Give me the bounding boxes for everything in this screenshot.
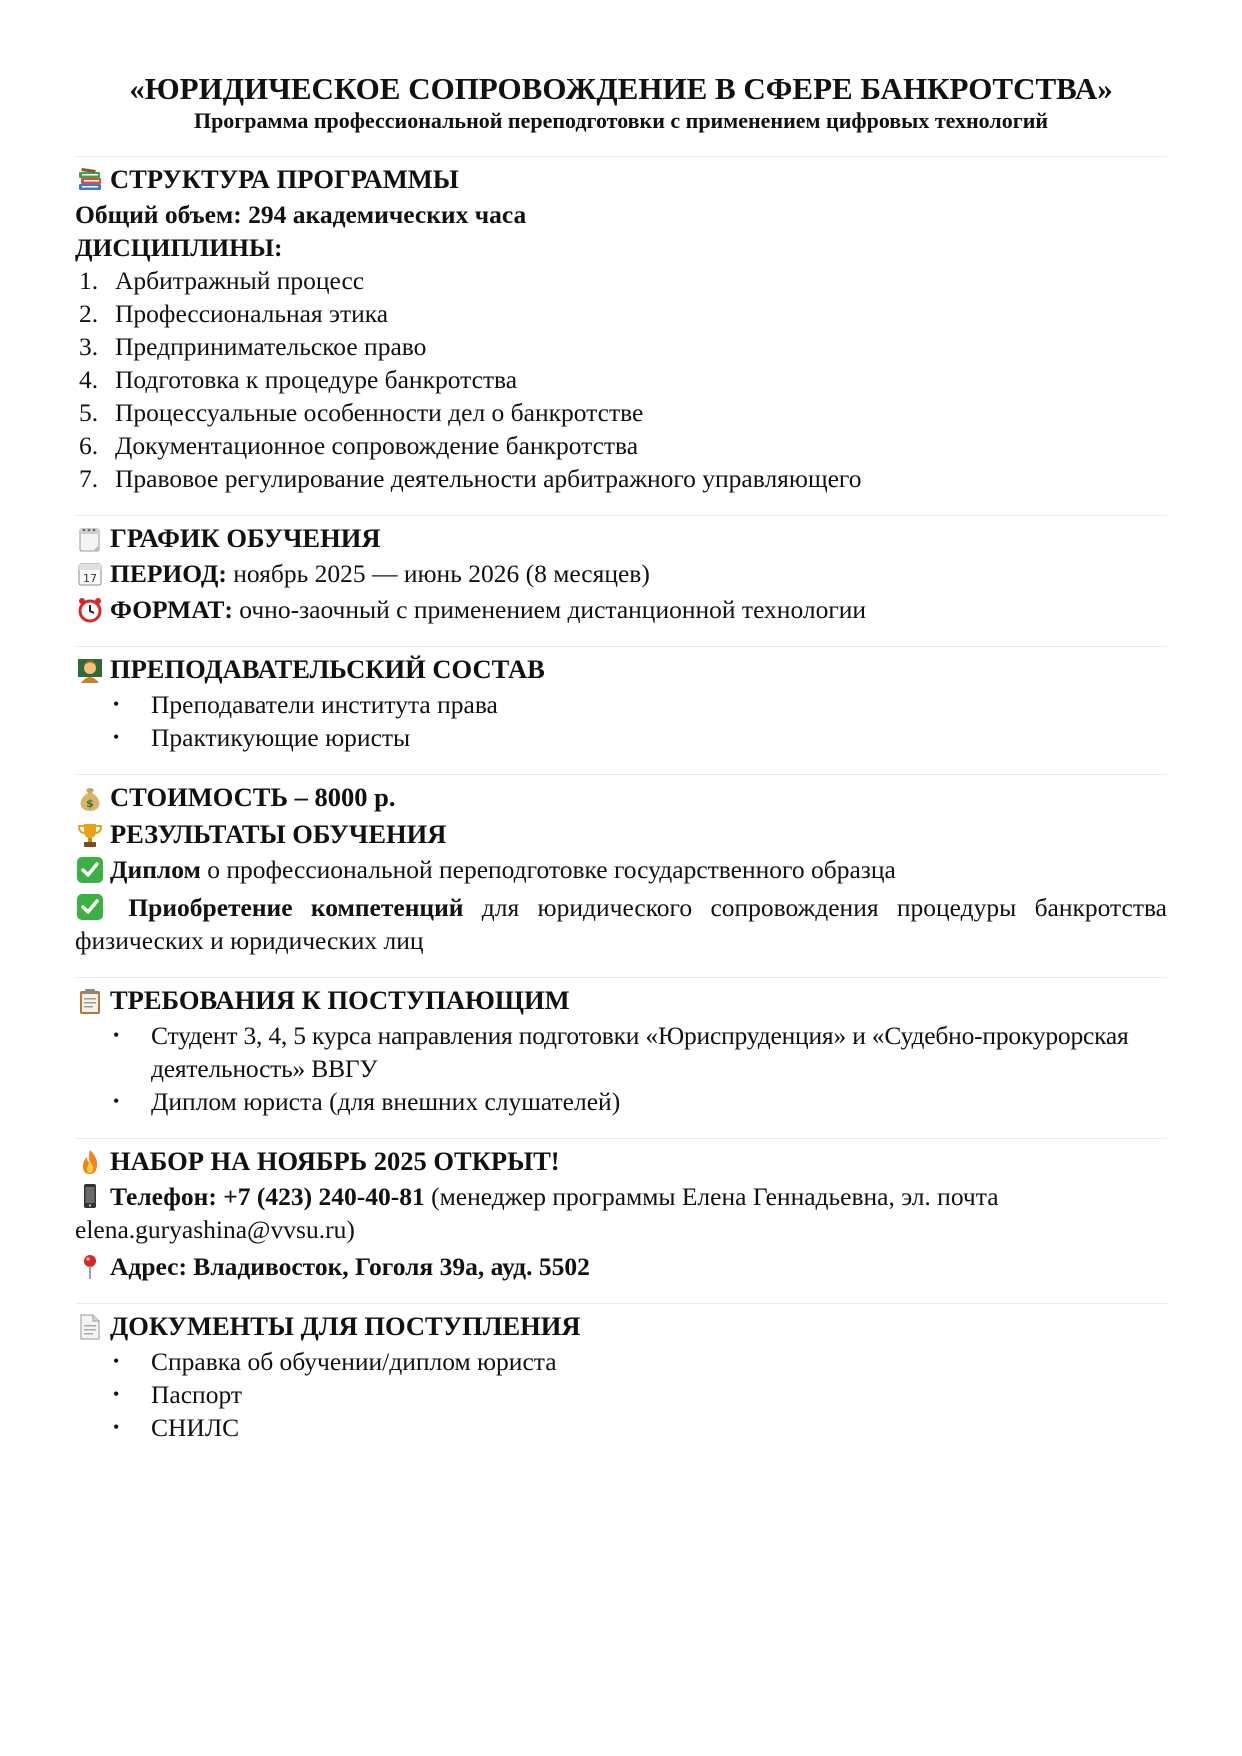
section-heading — [75, 161, 1167, 198]
list-item — [113, 1085, 1167, 1118]
result-diploma-text: о профессиональной переподготовке государственного образца — [200, 855, 896, 884]
bullet: • — [113, 727, 120, 747]
section-schedule — [75, 520, 1167, 626]
list-item — [75, 264, 1167, 297]
disciplines-list — [75, 264, 1167, 495]
bullet: • — [113, 1417, 120, 1437]
bullet: • — [113, 1384, 120, 1404]
money-bag-icon — [75, 783, 105, 813]
document-title: «ЮРИДИЧЕСКОЕ СОПРОВОЖДЕНИЕ В СФЕРЕ БАНКРОТСТВА» — [129, 71, 1113, 106]
format-line — [75, 593, 1167, 626]
section-cost — [75, 779, 1167, 816]
result-competences-bold: Приобретение компетенций — [128, 893, 464, 922]
section-results — [75, 816, 1167, 957]
schedule-heading-text: ГРАФИК ОБУЧЕНИЯ — [110, 523, 381, 553]
result-diploma-bold: Диплом — [110, 855, 201, 884]
documents-list — [75, 1345, 1167, 1444]
section-heading — [75, 816, 1167, 853]
teacher-icon — [75, 655, 105, 685]
bullet: • — [113, 1025, 120, 1045]
section-heading — [75, 982, 1167, 1019]
period-label: ПЕРИОД: — [110, 559, 227, 588]
phone-text: (менеджер программы Елена Геннадьевна, эл. почта elena.guryashina@vvsu.ru) — [75, 1182, 999, 1244]
teacher-item: Преподаватели института права — [151, 690, 498, 719]
document-subtitle: Программа профессиональной переподготовки с применением цифровых технологий — [193, 108, 1049, 133]
divider — [75, 156, 1167, 157]
divider — [75, 774, 1167, 775]
section-teachers — [75, 651, 1167, 754]
calendar-day-text: 17 — [83, 572, 97, 585]
calendar-icon — [75, 559, 105, 589]
divider — [75, 1138, 1167, 1139]
discipline-label: Правовое регулирование деятельности арбитражного управляющего — [115, 464, 862, 493]
list-number: 4. — [79, 365, 99, 394]
document-item: Паспорт — [151, 1380, 243, 1409]
requirements-heading-text: ТРЕБОВАНИЯ К ПОСТУПАЮЩИМ — [110, 985, 570, 1015]
requirement-item: Студент 3, 4, 5 курса направления подготовки «Юриспруденция» и «Судебно-прокурорская деятельность» ВВГУ — [151, 1021, 1129, 1083]
divider — [75, 646, 1167, 647]
requirement-item: Диплом юриста (для внешних слушателей) — [151, 1087, 621, 1116]
list-item — [113, 1345, 1167, 1378]
pushpin-icon — [75, 1252, 105, 1282]
enrollment-heading-text: НАБОР НА НОЯБРЬ 2025 ОТКРЫТ! — [110, 1146, 560, 1176]
documents-heading-text: ДОКУМЕНТЫ ДЛЯ ПОСТУПЛЕНИЯ — [110, 1311, 581, 1341]
clipboard-icon — [75, 986, 105, 1016]
cost-heading-text: СТОИМОСТЬ – 8000 р. — [110, 782, 396, 812]
teachers-heading-text: ПРЕПОДАВАТЕЛЬСКИЙ СОСТАВ — [110, 654, 545, 684]
list-item — [75, 462, 1167, 495]
divider — [75, 977, 1167, 978]
list-number: 2. — [79, 299, 99, 328]
format-value: очно-заочный с применением дистанционной технологии — [232, 595, 867, 624]
check-mark-icon — [75, 892, 105, 922]
list-item — [75, 297, 1167, 330]
books-icon — [75, 165, 105, 195]
section-enrollment — [75, 1143, 1167, 1283]
list-item — [113, 1019, 1167, 1085]
list-number: 7. — [79, 464, 99, 493]
list-item — [113, 1378, 1167, 1411]
teachers-list — [75, 688, 1167, 754]
divider — [75, 515, 1167, 516]
discipline-label: Процессуальные особенности дел о банкротстве — [115, 398, 644, 427]
list-item — [113, 721, 1167, 754]
bullet: • — [113, 1091, 120, 1111]
discipline-label: Предпринимательское право — [115, 332, 427, 361]
bullet: • — [113, 1351, 120, 1371]
list-number: 1. — [79, 266, 99, 295]
result-competences — [75, 891, 1167, 957]
list-item — [75, 330, 1167, 363]
section-requirements — [75, 982, 1167, 1118]
discipline-label: Подготовка к процедуре банкротства — [115, 365, 518, 394]
section-structure — [75, 161, 1167, 495]
list-number: 3. — [79, 332, 99, 361]
section-documents — [75, 1308, 1167, 1444]
period-line — [75, 557, 1167, 590]
requirements-list — [75, 1019, 1167, 1118]
list-item — [75, 363, 1167, 396]
document-item: Справка об обучении/диплом юриста — [151, 1347, 557, 1376]
disciplines-label: ДИСЦИПЛИНЫ: — [75, 233, 283, 262]
list-number: 6. — [79, 431, 99, 460]
period-value: ноябрь 2025 — июнь 2026 (8 месяцев) — [226, 559, 650, 588]
section-heading — [75, 779, 1167, 816]
address-line — [75, 1250, 1167, 1283]
phone-line — [75, 1180, 1167, 1246]
list-item — [75, 396, 1167, 429]
section-heading — [75, 520, 1167, 557]
discipline-label: Профессиональная этика — [115, 299, 389, 328]
address-text: Адрес: Владивосток, Гоголя 39а, ауд. 5502 — [110, 1252, 590, 1281]
list-item — [113, 688, 1167, 721]
section-heading — [75, 1308, 1167, 1345]
document-item: СНИЛС — [151, 1413, 240, 1442]
list-number: 5. — [79, 398, 99, 427]
section-heading — [75, 651, 1167, 688]
page-icon — [75, 1312, 105, 1342]
phone-label: Телефон: +7 (423) 240-40-81 — [110, 1182, 425, 1211]
result-diploma — [75, 853, 1167, 886]
discipline-label: Документационное сопровождение банкротства — [115, 431, 639, 460]
structure-heading-text: СТРУКТУРА ПРОГРАММЫ — [110, 164, 459, 194]
divider — [75, 1303, 1167, 1304]
program-volume: Общий объем: 294 академических часа — [75, 200, 527, 229]
discipline-label: Арбитражный процесс — [115, 266, 365, 295]
bullet: • — [113, 694, 120, 714]
svg-text:$: $ — [86, 796, 94, 810]
results-heading-text: РЕЗУЛЬТАТЫ ОБУЧЕНИЯ — [110, 819, 447, 849]
check-mark-icon — [75, 855, 105, 885]
format-label: ФОРМАТ: — [110, 595, 233, 624]
notepad-icon — [75, 524, 105, 554]
fire-icon — [75, 1147, 105, 1177]
mobile-phone-icon — [75, 1181, 105, 1211]
section-heading — [75, 1143, 1167, 1180]
trophy-icon — [75, 820, 105, 850]
list-item — [113, 1411, 1167, 1444]
list-item — [75, 429, 1167, 462]
result-competences-text: для юридического сопровождения процедуры банкротства физических и юридических лиц — [75, 893, 1168, 955]
alarm-clock-icon — [75, 595, 105, 625]
teacher-item: Практикующие юристы — [151, 723, 411, 752]
